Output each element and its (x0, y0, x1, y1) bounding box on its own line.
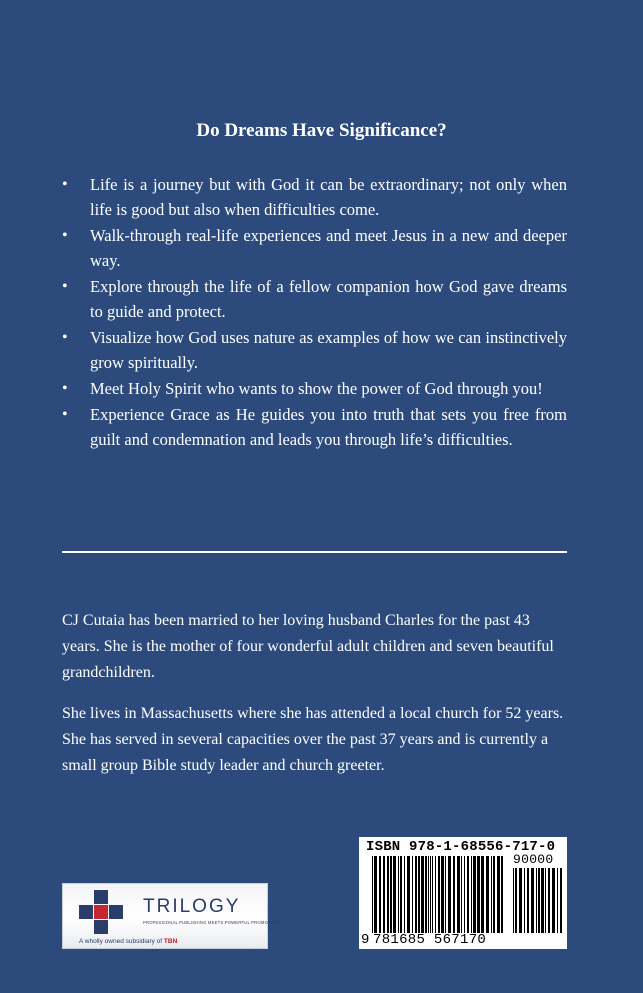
barcode-bar (393, 856, 396, 933)
barcode-bar (557, 868, 558, 933)
barcode-bar (400, 856, 402, 933)
subsidiary-text: A wholly owned subsidiary of (79, 938, 163, 945)
publisher-logo (62, 883, 279, 949)
bullet-list (62, 172, 567, 453)
divider (62, 551, 567, 553)
barcode-bar (448, 856, 451, 933)
barcode-bar (493, 856, 495, 933)
barcode-bar (415, 856, 417, 933)
barcode-bar (464, 856, 465, 933)
publisher-tagline: PROFESSIONAL PUBLISHING MEETS POWERFUL PROMOTION (143, 920, 279, 925)
barcode-bar (445, 856, 446, 933)
barcode-bar (531, 868, 534, 933)
addon-digits: 90000 (513, 852, 554, 867)
barcode-bar (541, 868, 544, 933)
barcode-bar (421, 856, 424, 933)
barcode-bar (552, 868, 555, 933)
barcode-bar (515, 868, 517, 933)
bullet-item (62, 325, 567, 375)
barcode-bar (491, 856, 492, 933)
barcode-bar (457, 856, 460, 933)
bullet-item (62, 402, 567, 452)
barcode-bar (477, 856, 480, 933)
barcode-bar (428, 856, 429, 933)
barcode-bar (453, 856, 455, 933)
barcode-digits: 781685 567170 (373, 932, 487, 948)
barcode-bar (430, 856, 431, 933)
bullet-item (62, 274, 567, 324)
barcode-bar (497, 856, 500, 933)
barcode-bar (560, 868, 562, 933)
barcode-bar (545, 868, 546, 933)
barcode-bar (435, 856, 436, 933)
barcode-bar (513, 868, 514, 933)
bullet-text: Explore through the life of a fellow companion how God gave dreams to guide and protect. (90, 277, 567, 321)
bullet-item (62, 172, 567, 222)
bullet-icon: • (62, 380, 68, 397)
bullet-icon: • (62, 227, 68, 244)
bullet-text: Walk-through real-life experiences and meet Jesus in a new and deeper way. (90, 226, 567, 270)
barcode-bar (461, 856, 462, 933)
barcode-bar (387, 856, 389, 933)
barcode-bar (527, 868, 529, 933)
barcode-bar (536, 868, 537, 933)
barcode-bar (471, 856, 472, 933)
trilogy-cross-icon (77, 889, 125, 937)
parent-company: TBN (163, 938, 178, 945)
barcode-bar (404, 856, 405, 933)
barcode-bar (519, 868, 522, 933)
bullet-text: Meet Holy Spirit who wants to show the power of God through you! (90, 379, 543, 398)
author-bio-paragraph: She lives in Massachusetts where she has attended a local church for 52 years. She has served in several capacities over the past 37 years and is currently a small group Bible study leader and church greeter. (62, 705, 564, 774)
barcode-first-digit: 9 (361, 932, 370, 948)
barcode-bar (374, 856, 377, 933)
barcode-bar (425, 856, 427, 933)
barcode-bar (481, 856, 484, 933)
bullet-text: Life is a journey but with God it can be extraordinary; not only when life is good but also when difficulties come. (90, 175, 567, 219)
heading: Do Dreams Have Significance? (196, 120, 447, 141)
bullet-item (62, 376, 567, 401)
barcode-bar (473, 856, 476, 933)
publisher-name: TRILOGY (143, 896, 241, 917)
barcode-bar (441, 856, 444, 933)
publisher-subsidiary (79, 938, 177, 945)
bullet-icon: • (62, 278, 68, 295)
barcode-bar (418, 856, 420, 933)
barcode-bar (390, 856, 392, 933)
barcode-bar (548, 868, 550, 933)
author-bio-paragraph: CJ Cutaia has been married to her loving husband Charles for the past 43 years. She is the mother of four wonderful adult children and seven beautiful grandchildren. (62, 612, 554, 681)
barcode-bar (372, 856, 373, 933)
barcode-bar (467, 856, 469, 933)
barcode-bar (383, 856, 385, 933)
barcode-bar (379, 856, 381, 933)
barcode-bar (407, 856, 410, 933)
isbn-label: ISBN 978-1-68556-717-0 (366, 839, 556, 855)
barcode-bar (412, 856, 413, 933)
bullet-text: Visualize how God uses nature as examples of how we can instinctively grow spiritually. (90, 328, 567, 372)
bullet-text: Experience Grace as He guides you into truth that sets you free from guilt and condemnation and leads you through life’s difficulties. (90, 405, 567, 449)
barcode-bar (486, 856, 489, 933)
barcode-bar (432, 856, 433, 933)
barcode-bar (501, 856, 503, 933)
barcode-bar (538, 868, 540, 933)
bullet-icon: • (62, 176, 68, 193)
barcode-bar (524, 868, 525, 933)
bullet-icon: • (62, 329, 68, 346)
barcode-bar (438, 856, 440, 933)
barcode-bar (398, 856, 399, 933)
bullet-icon: • (62, 406, 68, 423)
isbn-barcode (359, 837, 567, 949)
bullet-item (62, 223, 567, 273)
